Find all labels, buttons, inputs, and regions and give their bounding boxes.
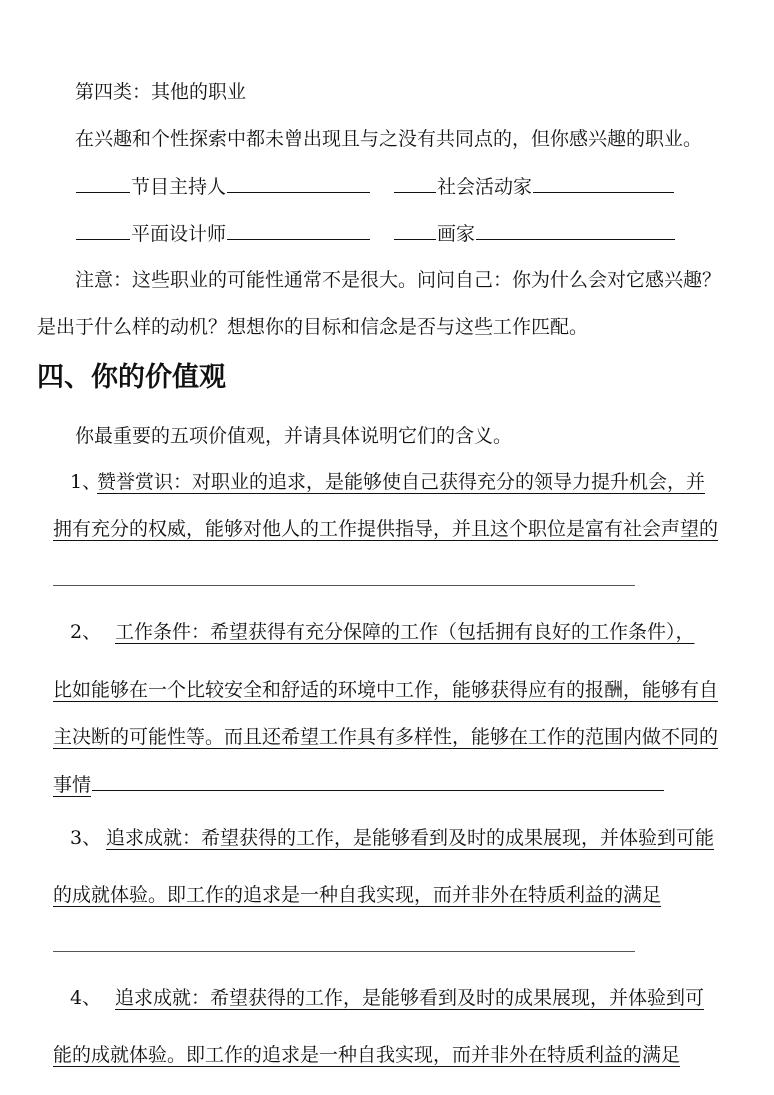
note-blank[interactable] (227, 174, 370, 193)
rating-blank[interactable] (394, 221, 436, 240)
job-name: 画家 (437, 223, 476, 245)
rating-blank[interactable] (394, 174, 436, 193)
value-item-4-number: 4、 (70, 987, 102, 1009)
category-description: 在兴趣和个性探索中都未曾出现且与之没有共同点的，但你感兴趣的职业。 (75, 128, 703, 150)
value-item-2-number: 2、 (70, 621, 102, 643)
value-item-2-line-4: 事情 (53, 772, 665, 797)
value-item-1-line-2: 拥有充分的权威，能够对他人的工作提供指导，并且这个职位是富有社会声望的 (53, 518, 719, 540)
job-entry-2 (393, 174, 675, 199)
note-blank[interactable] (227, 221, 370, 240)
value-item-4-line-1: 追求成就：希望获得的工作，是能够看到及时的成果展现，并体验到可 (115, 987, 705, 1009)
answer-line (53, 951, 635, 952)
note-blank[interactable] (476, 221, 675, 240)
value-item-1-number: 1、 (70, 471, 102, 493)
rating-blank[interactable] (76, 174, 130, 193)
value-item-3-line-2: 的成就体验。即工作的追求是一种自我实现，而并非外在特质利益的满足 (53, 884, 662, 906)
section-heading: 四、你的价值观 (37, 362, 226, 393)
job-entry-3 (75, 221, 371, 246)
job-name: 平面设计师 (131, 223, 227, 245)
value-item-3-number: 3、 (70, 827, 102, 849)
value-item-1-line-1: 赞誉赏识：对职业的追求，是能够使自己获得充分的领导力提升机会，并 (97, 471, 706, 493)
job-name: 社会活动家 (437, 176, 533, 198)
category-title: 第四类：其他的职业 (75, 81, 247, 103)
value-item-2-line-2: 比如能够在一个比较安全和舒适的环境中工作，能够获得应有的报酬，能够有自 (53, 679, 719, 701)
answer-line (53, 585, 635, 586)
value-item-2-line-1: 工作条件：希望获得有充分保障的工作（包括拥有良好的工作条件）， (115, 621, 695, 643)
job-entry-1 (75, 174, 371, 199)
value-item-2-line-3: 主决断的可能性等。而且还希望工作具有多样性，能够在工作的范围内做不同的 (53, 726, 719, 748)
value-item-3-line-1: 追求成就：希望获得的工作，是能够看到及时的成果展现，并体验到可能 (106, 827, 715, 849)
rating-blank[interactable] (76, 221, 130, 240)
answer-blank[interactable] (92, 772, 664, 791)
note-line-2: 是出于什么样的动机？想想你的目标和信念是否与这些工作匹配。 (37, 316, 589, 338)
job-entry-4 (393, 221, 676, 246)
note-blank[interactable] (533, 174, 674, 193)
value-item-4-line-2: 能的成就体验。即工作的追求是一种自我实现，而并非外在特质利益的满足 (53, 1044, 681, 1066)
job-name: 节目主持人 (131, 176, 227, 198)
section-intro: 你最重要的五项价值观，并请具体说明它们的含义。 (75, 425, 513, 447)
note-line-1: 注意：这些职业的可能性通常不是很大。问问自己：你为什么会对它感兴趣？ (75, 269, 722, 291)
